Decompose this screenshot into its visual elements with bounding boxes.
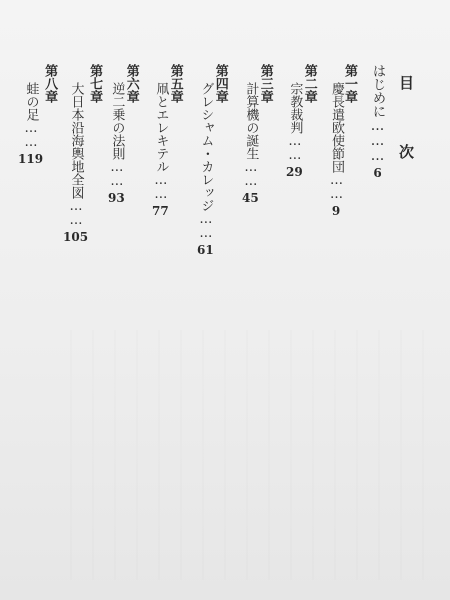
leader-dots: …… [329,173,344,201]
chapter-title: 計算機の誕生 [243,82,259,160]
page-number: 119 [18,152,44,166]
page-number: 77 [152,204,169,218]
chapter-number: 第八章 [42,64,58,103]
toc-entry-chapter-8 [18,64,56,165]
page-number: 105 [63,230,89,244]
chapter-number: 第二章 [301,64,317,103]
chapter-number: 第四章 [212,64,228,103]
leader-dots: …… [68,199,84,227]
leader-dots: …… [243,160,259,188]
toc-entry-intro [370,64,384,179]
page-number: 6 [373,166,382,180]
toc-entry-chapter-3 [242,64,272,204]
chapter-title: 宗教裁判 [287,82,303,134]
chapter-title: 慶長遣欧使節団 [329,82,344,173]
page-number: 45 [242,191,259,205]
toc-entry-chapter-5 [152,64,182,217]
chapter-title: 蛙の足 [23,82,39,121]
leader-dots: …… [287,134,303,162]
toc-entry-chapter-2 [286,64,316,178]
toc-title: 目 次 [397,75,415,177]
page-number: 29 [286,165,303,179]
toc-entry-chapter-4 [197,64,227,256]
leader-dots: ……… [369,118,386,163]
leader-dots: …… [198,212,214,240]
chapter-number: 第一章 [342,64,357,103]
toc-entry-chapter-6 [108,64,138,204]
page-number: 61 [197,243,214,257]
page-number: 9 [331,204,341,218]
chapter-number: 第六章 [123,64,139,103]
toc-entry-chapter-1 [330,64,356,217]
chapter-number: 第五章 [167,64,183,103]
chapter-number: 第三章 [257,64,273,103]
show-through-texture [70,330,430,580]
chapter-number: 第七章 [87,64,103,103]
leader-dots: …… [153,173,169,201]
chapter-title: 逆二乗の法則 [109,82,125,160]
toc-entry-chapter-7 [63,64,101,243]
chapter-title: グレシャム・カレッジ [198,82,214,212]
leader-dots: …… [23,121,39,149]
chapter-title: 大日本沿海輿地全図 [68,82,84,199]
chapter-title: 凧とエレキテル [153,82,169,173]
leader-dots: …… [109,160,125,188]
intro-label: はじめに [369,64,386,118]
page-number: 93 [108,191,125,205]
